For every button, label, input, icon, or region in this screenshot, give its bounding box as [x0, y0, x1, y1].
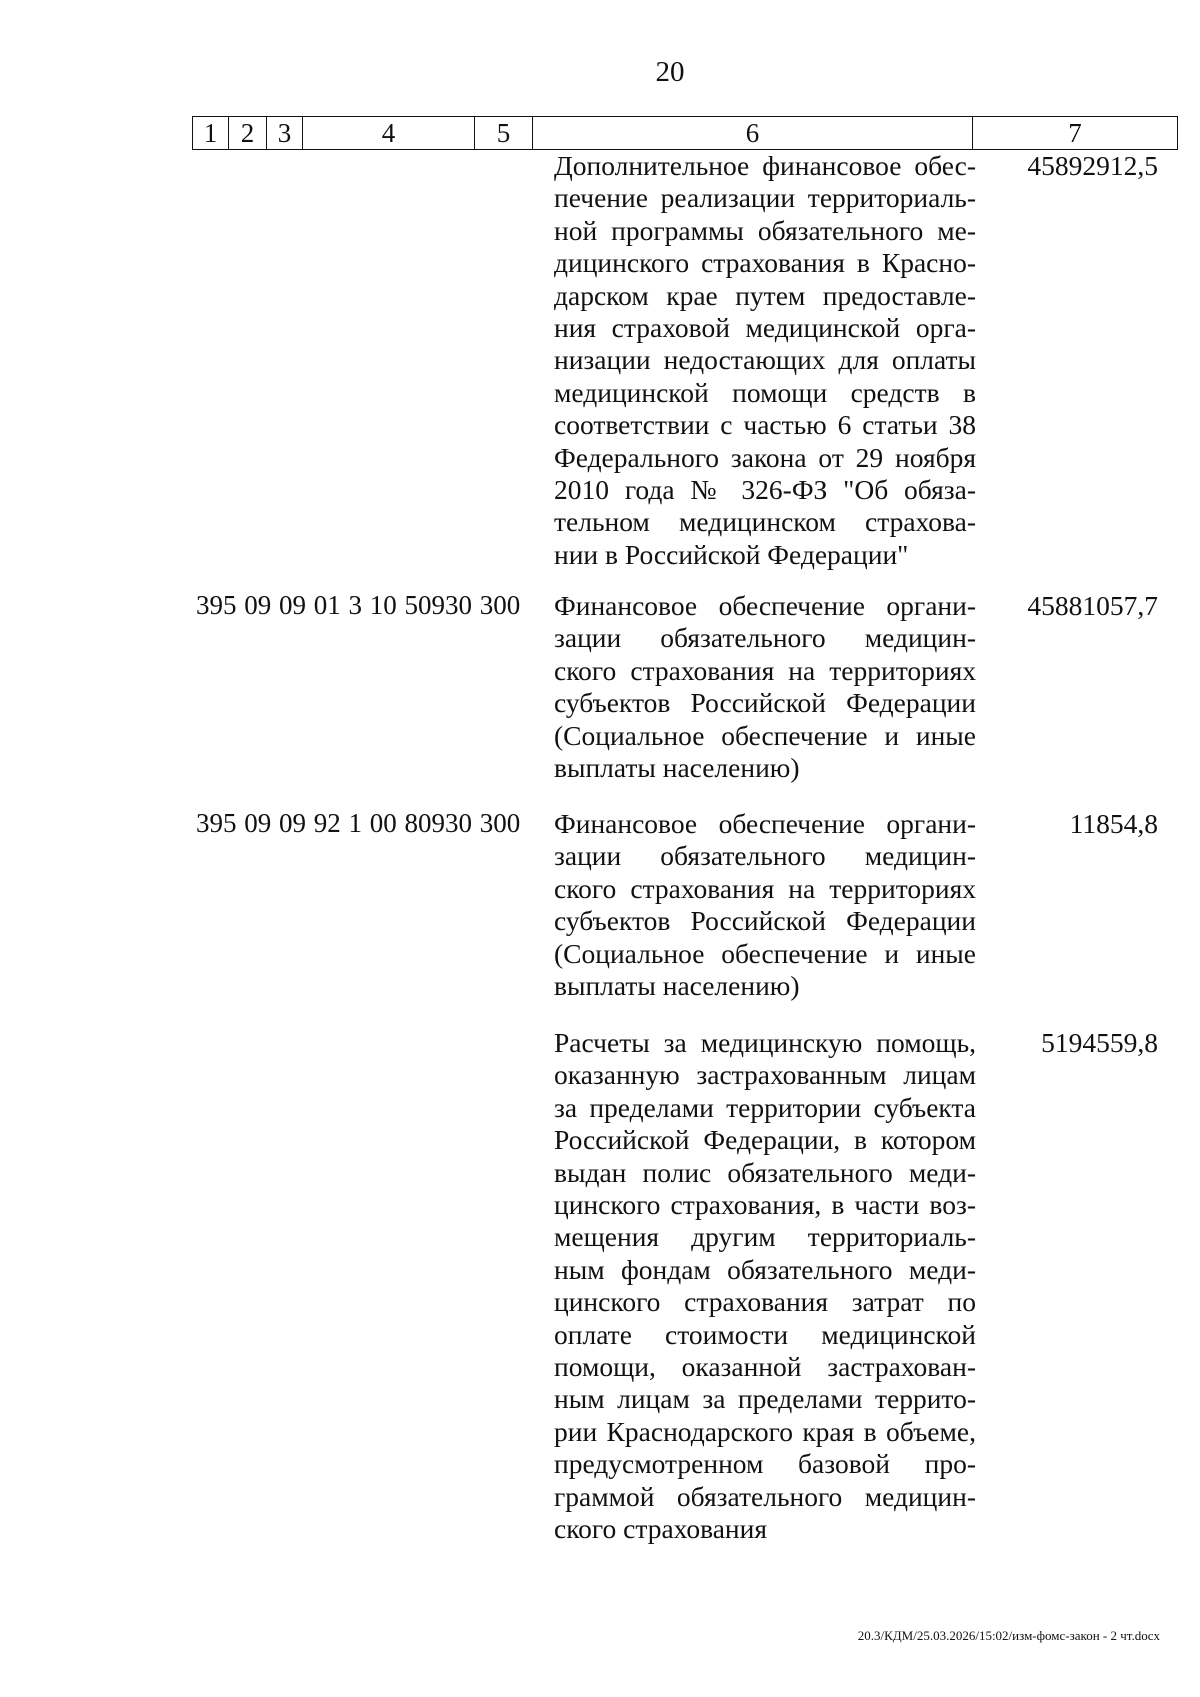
description-line: ского страхования на территориях: [554, 654, 976, 686]
row-amount: 11854,8: [1069, 808, 1158, 839]
description-line: дарском крае путем предоставле-: [554, 279, 976, 311]
description-line: выплаты населению): [554, 970, 800, 1002]
description-line: Дополнительное финансовое обес-: [554, 150, 976, 181]
page-number: 20: [655, 56, 685, 88]
description-line: Финансовое обеспечение органи-: [554, 590, 976, 621]
header-col-3: 3: [267, 117, 303, 149]
description-line: Финансовое обеспечение органи-: [554, 808, 976, 839]
description-line: субъектов Российской Федерации: [554, 687, 976, 719]
description-line: выплаты населению): [554, 752, 800, 784]
header-col-7: 7: [1068, 118, 1082, 148]
header-col-6: 6: [533, 117, 973, 149]
description-line: ной программы обязательного ме-: [554, 214, 976, 246]
document-footer: 20.3/КДМ/25.03.2026/15:02/изм-фомс-закон - 2 чт.docx: [857, 1628, 1160, 1643]
description-line: ния страховой медицинской орга-: [554, 312, 976, 344]
description-line: Российской Федерации, в котором: [554, 1124, 976, 1156]
description-line: помощи, оказанной застрахован-: [554, 1351, 976, 1383]
description-line: печение реализации территориаль-: [554, 182, 976, 214]
description-line: предусмотренном базовой про-: [554, 1448, 976, 1480]
header-col-1: 1: [193, 117, 229, 149]
description-line: за пределами территории субъекта: [554, 1091, 976, 1123]
row-amount: 45892912,5: [1027, 150, 1158, 181]
description-line: мещения другим территориаль-: [554, 1221, 976, 1253]
description-line: цинского страхования, в части воз-: [554, 1189, 976, 1221]
row-description: [554, 150, 976, 571]
description-line: нии в Российской Федерации": [554, 538, 909, 570]
description-line: выдан полис обязательного меди-: [554, 1156, 976, 1188]
description-line: ным фондам обязательного меди-: [554, 1253, 976, 1285]
description-line: низации недостающих для оплаты: [554, 344, 976, 376]
description-line: зации обязательного медицин-: [554, 840, 976, 872]
row-amount: 45881057,7: [1027, 590, 1158, 621]
description-line: (Социальное обеспечение и иные: [554, 719, 976, 751]
description-line: ского страхования: [554, 1513, 768, 1545]
row-description: [554, 808, 976, 1002]
description-line: дицинского страхования в Красно-: [554, 247, 976, 279]
description-line: оказанную застрахованным лицам: [554, 1059, 976, 1091]
description-line: рии Краснодарского края в объеме,: [554, 1415, 976, 1447]
description-line: зации обязательного медицин-: [554, 622, 976, 654]
description-line: Расчеты за медицинскую помощь,: [554, 1027, 976, 1058]
description-line: субъектов Российской Федерации: [554, 905, 976, 937]
description-line: медицинской помощи средств в: [554, 376, 976, 408]
header-col-2: 2: [229, 117, 267, 149]
table-header: [192, 116, 1178, 150]
description-line: тельном медицинском страхова-: [554, 506, 976, 538]
description-line: оплате стоимости медицинской: [554, 1318, 976, 1350]
description-line: ского страхования на территориях: [554, 872, 976, 904]
header-col-5: 5: [475, 117, 533, 149]
row-description: [554, 590, 976, 784]
row-amount: 5194559,8: [1041, 1027, 1158, 1058]
row-codes: 395 09 09 92 1 00 80930 300: [196, 808, 521, 838]
description-line: Федерального закона от 29 ноября: [554, 441, 976, 473]
description-line: цинского страхования затрат по: [554, 1286, 976, 1318]
description-line: соответствии с частью 6 статьи 38: [554, 409, 976, 441]
description-line: ным лицам за пределами террито-: [554, 1383, 976, 1415]
description-line: граммой обязательного медицин-: [554, 1480, 976, 1512]
header-col-4: 4: [303, 117, 475, 149]
row-codes: 395 09 09 01 3 10 50930 300: [196, 590, 521, 620]
row-description: [554, 1027, 976, 1546]
description-line: 2010 года № 326-ФЗ "Об обяза-: [554, 474, 976, 506]
description-line: (Социальное обеспечение и иные: [554, 937, 976, 969]
